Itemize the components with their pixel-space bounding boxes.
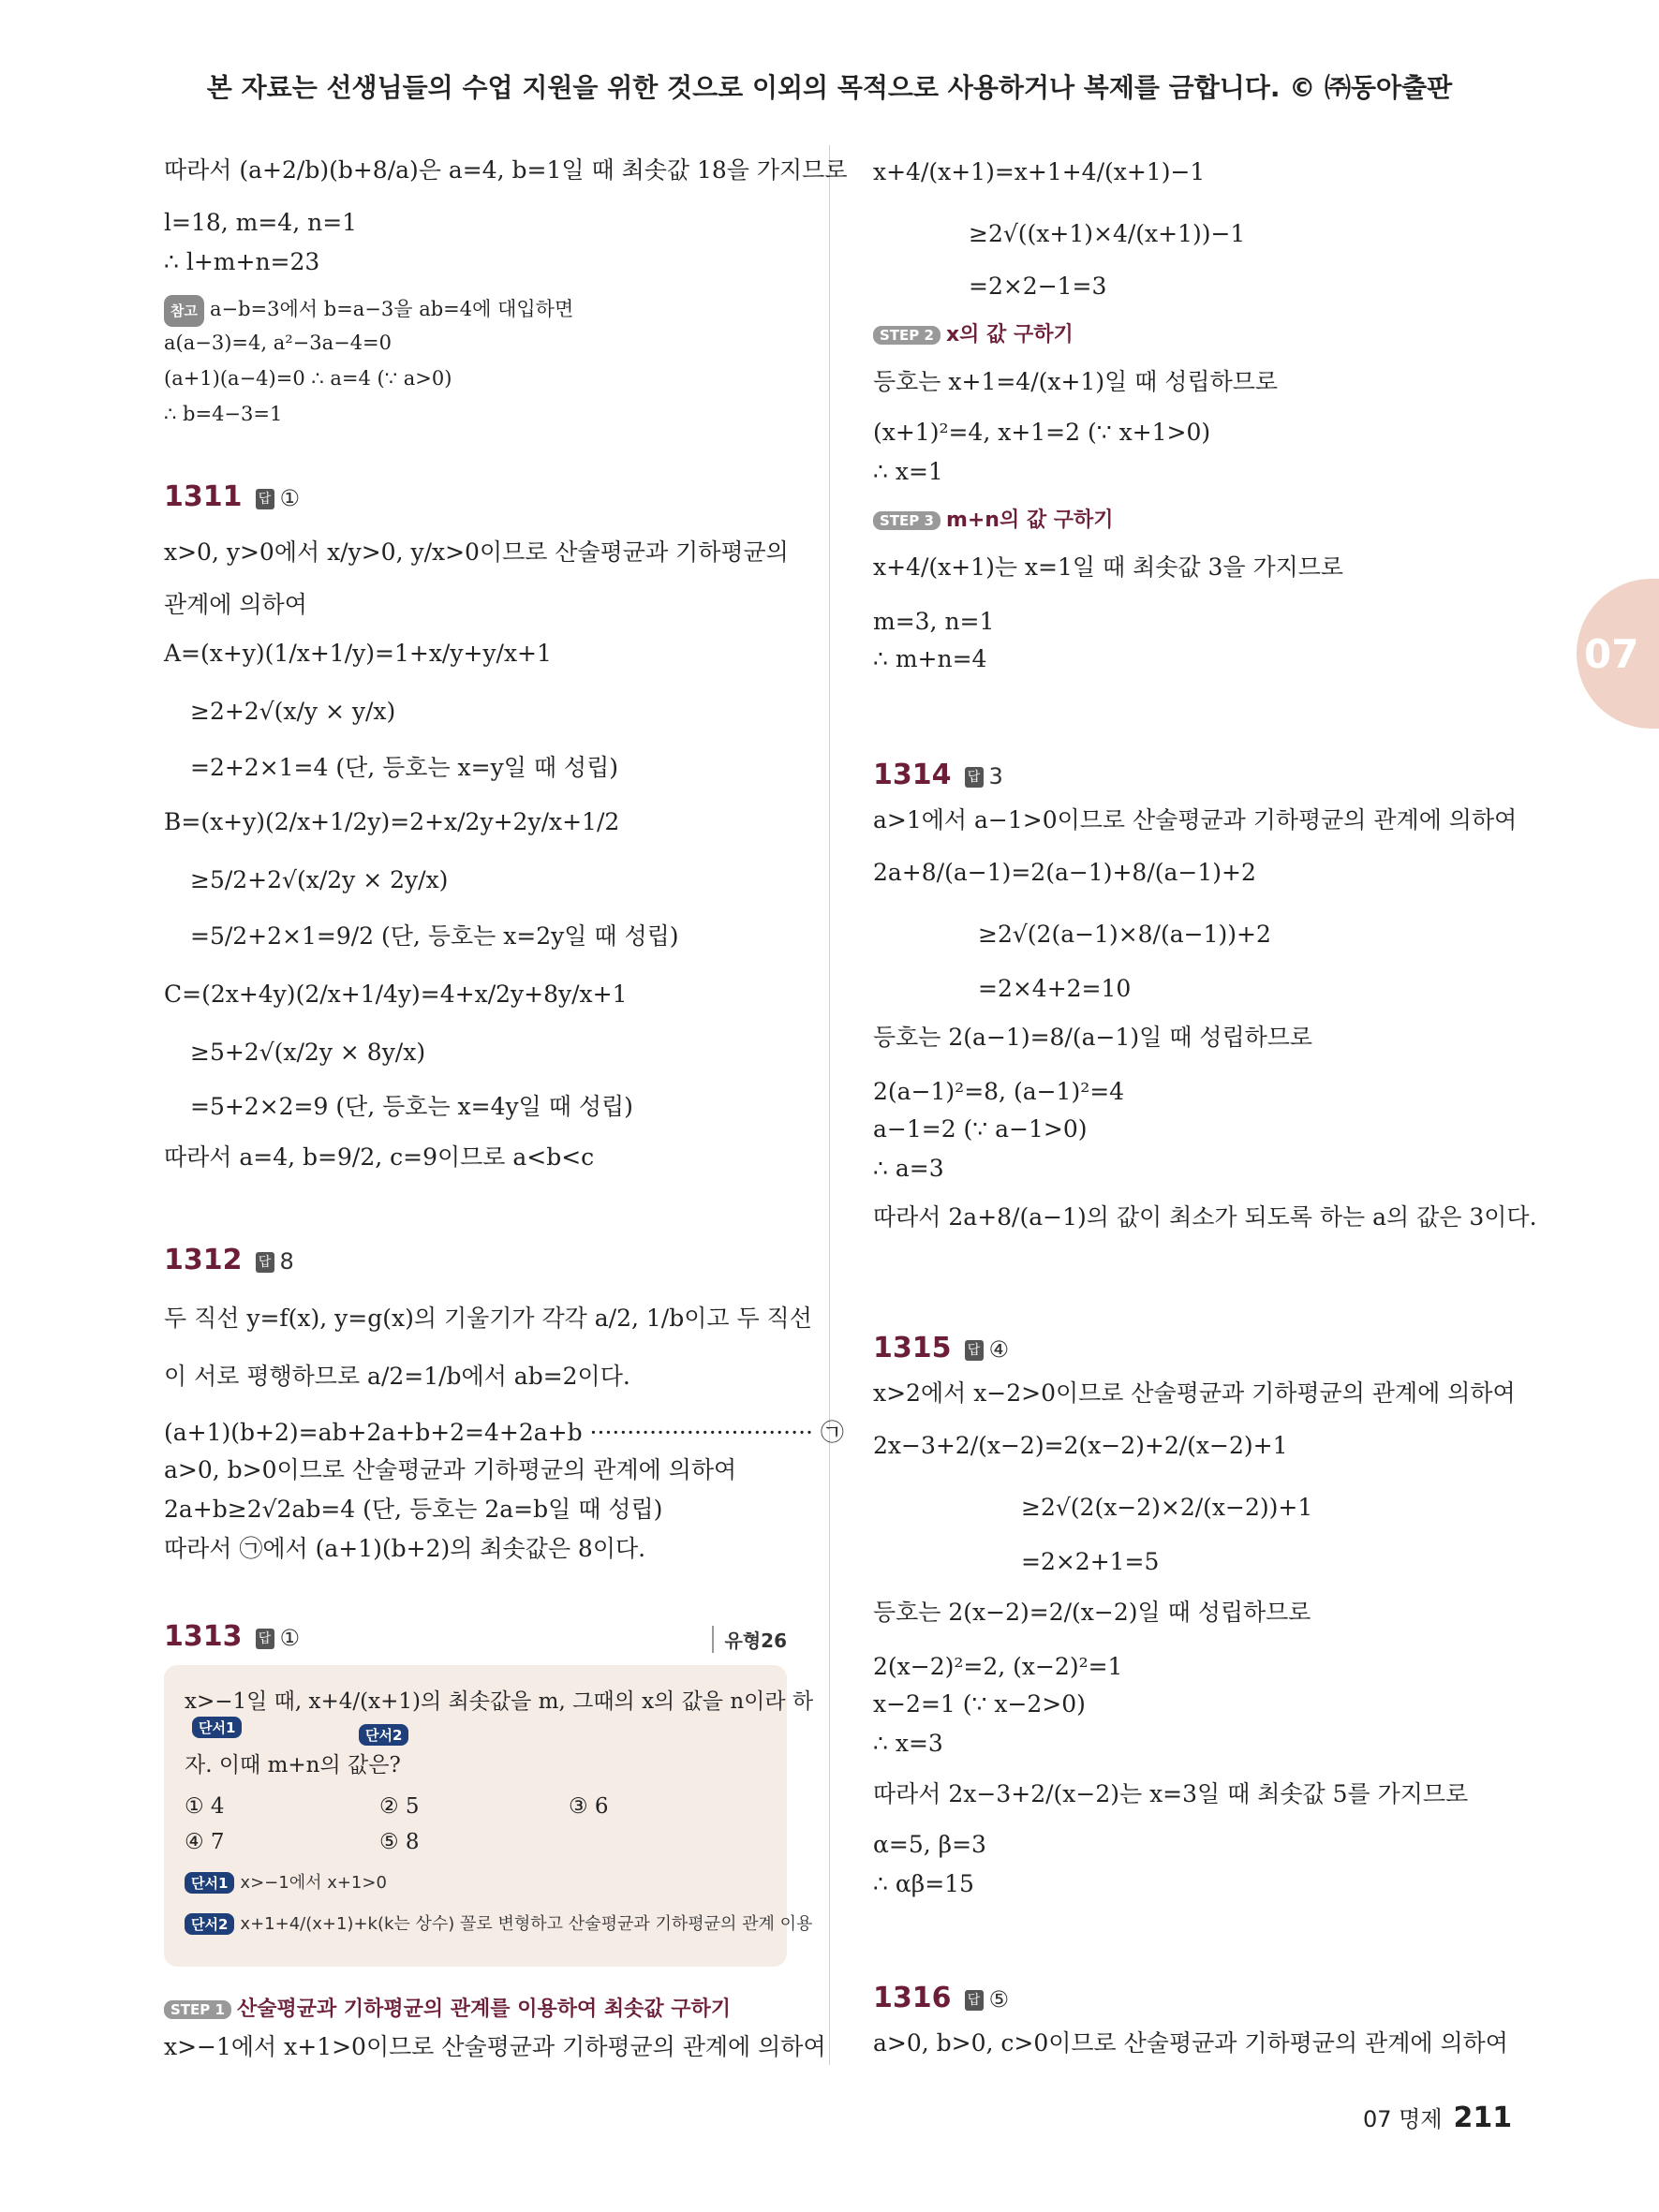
choice-5: ⑤ 8: [379, 1830, 420, 1854]
problem-number-1314: 1314 답 3: [873, 759, 1003, 791]
problem-text: x>−1일 때, x+4/(x+1)의 최솟값을 m, 그때의 x의 값을 n이라 하: [185, 1689, 814, 1714]
answer: ⑤: [988, 1986, 1010, 2013]
text-line: l=18, m=4, n=1: [164, 209, 358, 236]
text-line: x+4/(x+1)는 x=1일 때 최솟값 3을 가지므로: [873, 553, 1344, 581]
text-line: a>0, b>0이므로 산술평균과 기하평균의 관계에 의하여: [164, 1456, 737, 1483]
hint-2: 단서2 x+1+4/(x+1)+k(k는 상수) 꼴로 변형하고 산술평균과 기하평균의 관계 이용: [185, 1910, 812, 1935]
text-line: 등호는 2(x−2)=2/(x−2)일 때 성립하므로: [873, 1599, 1311, 1626]
step1-title: STEP 1 산술평균과 기하평균의 관계를 이용하여 최솟값 구하기: [164, 1993, 731, 2022]
math-line: 2(x−2)²=2, (x−2)²=1: [873, 1653, 1123, 1680]
problem-number-1313: 1313 답 ①: [164, 1620, 301, 1653]
text-line: a>1에서 a−1>0이므로 산술평균과 기하평균의 관계에 의하여: [873, 806, 1518, 833]
answer-icon: 답: [256, 1252, 274, 1273]
math-line: ≥2√(2(x−2)×2/(x−2))+1: [1021, 1494, 1313, 1521]
math-line: α=5, β=3: [873, 1831, 986, 1858]
text-line: a>0, b>0, c>0이므로 산술평균과 기하평균의 관계에 의하여: [873, 2029, 1508, 2057]
math-line: =2×2−1=3: [969, 273, 1107, 300]
text-line: 등호는 x+1=4/(x+1)일 때 성립하므로: [873, 368, 1279, 395]
math-line: x+4/(x+1)=x+1+4/(x+1)−1: [873, 158, 1206, 185]
math-line: =5+2×2=9 (단, 등호는 x=4y일 때 성립): [190, 1093, 633, 1120]
problem-box: [164, 1665, 814, 1967]
step3-title: STEP 3 m+n의 값 구하기: [873, 504, 1114, 533]
footer-chapter: 07 명제: [1363, 2106, 1443, 2132]
math-line: 2a+8/(a−1)=2(a−1)+8/(a−1)+2: [873, 859, 1256, 886]
page-footer: [1363, 2101, 1512, 2134]
note-line: [164, 294, 573, 327]
problem-type-tag: 유형26: [712, 1626, 787, 1653]
choice-3: ③ 6: [569, 1794, 609, 1819]
answer-icon: 답: [256, 489, 274, 509]
text-line: (a+1)(b+2)=ab+2a+b+2=4+2a+b ······························ ㉠: [164, 1419, 844, 1446]
choice-1: ① 4: [185, 1794, 225, 1819]
answer-icon: 답: [965, 1990, 984, 2011]
note-label: 참고: [164, 295, 204, 327]
math-line: =2×2+1=5: [1021, 1548, 1160, 1575]
step2-title: STEP 2 x의 값 구하기: [873, 318, 1074, 347]
answer: 8: [279, 1248, 294, 1275]
math-line: (x+1)²=4, x+1=2 (∵ x+1>0): [873, 419, 1211, 446]
clue-tag: 단서1: [192, 1714, 247, 1738]
math-line: ≥2+2√(x/y × y/x): [190, 698, 396, 725]
text-line: x>−1에서 x+1>0이므로 산술평균과 기하평균의 관계에 의하여: [164, 2033, 826, 2060]
answer-icon: 답: [256, 1629, 274, 1649]
note-text: a−b=3에서 b=a−3을 ab=4에 대입하면: [209, 298, 574, 320]
math-line: ∴ x=3: [873, 1730, 943, 1757]
text-line: 2a+b≥2√2ab=4 (단, 등호는 2a=b일 때 성립): [164, 1496, 663, 1523]
text-line: 따라서 a=4, b=9/2, c=9이므로 a<b<c: [164, 1143, 595, 1171]
hint-1: 단서1 x>−1에서 x+1>0: [185, 1869, 387, 1894]
note-line: ∴ b=4−3=1: [164, 403, 283, 425]
math-line: m=3, n=1: [873, 608, 995, 635]
problem-number-1315: 1315 답 ④: [873, 1332, 1010, 1364]
math-line: B=(x+y)(2/x+1/2y)=2+x/2y+2y/x+1/2: [164, 808, 620, 835]
math-line: =2×4+2=10: [978, 975, 1132, 1002]
text-line: 관계에 의하여: [164, 591, 307, 618]
answer: ①: [279, 1625, 301, 1651]
math-line: ∴ αβ=15: [873, 1870, 974, 1897]
math-line: ≥2√((x+1)×4/(x+1))−1: [969, 220, 1246, 247]
problem-number-1311: 1311 답 ①: [164, 480, 301, 513]
math-line: ≥2√(2(a−1)×8/(a−1))+2: [978, 921, 1271, 948]
math-line: 2(a−1)²=8, (a−1)²=4: [873, 1078, 1125, 1105]
answer: ④: [988, 1336, 1010, 1363]
math-line: ∴ m+n=4: [873, 645, 987, 672]
math-line: a−1=2 (∵ a−1>0): [873, 1115, 1088, 1143]
text-line: 두 직선 y=f(x), y=g(x)의 기울기가 각각 a/2, 1/b이고 두 직선: [164, 1305, 812, 1332]
problem-text: 자. 이때 m+n의 값은?: [185, 1753, 401, 1777]
answer: ①: [279, 485, 301, 511]
math-line: ∴ x=1: [873, 458, 943, 485]
math-line: ≥5+2√(x/2y × 8y/x): [190, 1039, 426, 1066]
math-line: ≥5/2+2√(x/2y × 2y/x): [190, 866, 449, 893]
text-line: 이 서로 평행하므로 a/2=1/b에서 ab=2이다.: [164, 1363, 630, 1390]
page-number: 211: [1453, 2101, 1513, 2134]
math-line: x−2=1 (∵ x−2>0): [873, 1690, 1086, 1718]
text-line: x>2에서 x−2>0이므로 산술평균과 기하평균의 관계에 의하여: [873, 1379, 1516, 1407]
chapter-tab: 07: [1577, 579, 1659, 729]
math-line: ∴ a=3: [873, 1155, 944, 1182]
text-line: ∴ l+m+n=23: [164, 248, 320, 275]
answer-icon: 답: [965, 1340, 984, 1361]
text-line: 따라서 (a+2/b)(b+8/a)은 a=4, b=1일 때 최솟값 18을 가지므로: [164, 156, 848, 184]
text-line: 따라서 2x−3+2/(x−2)는 x=3일 때 최솟값 5를 가지므로: [873, 1780, 1469, 1807]
problem-number-1316: 1316 답 ⑤: [873, 1982, 1010, 2014]
math-line: A=(x+y)(1/x+1/y)=1+x/y+y/x+1: [164, 640, 552, 667]
column-divider: [829, 145, 830, 2065]
note-line: a(a−3)=4, a²−3a−4=0: [164, 332, 393, 354]
copyright-header: 본 자료는 선생님들의 수업 지원을 위한 것으로 이외의 목적으로 사용하거나 복제를 금합니다. © ㈜동아출판: [206, 72, 1453, 103]
text-line: x>0, y>0에서 x/y>0, y/x>0이므로 산술평균과 기하평균의: [164, 538, 789, 566]
problem-number-1312: 1312 답 8: [164, 1244, 294, 1276]
answer: 3: [988, 763, 1003, 789]
choice-4: ④ 7: [185, 1830, 225, 1854]
answer-icon: 답: [965, 767, 984, 788]
math-line: 2x−3+2/(x−2)=2(x−2)+2/(x−2)+1: [873, 1432, 1288, 1459]
text-line: 따라서 2a+8/(a−1)의 값이 최소가 되도록 하는 a의 값은 3이다.: [873, 1203, 1537, 1231]
text-line: 따라서 ㉠에서 (a+1)(b+2)의 최솟값은 8이다.: [164, 1535, 646, 1562]
math-line: =5/2+2×1=9/2 (단, 등호는 x=2y일 때 성립): [190, 922, 679, 950]
text-line: 등호는 2(a−1)=8/(a−1)일 때 성립하므로: [873, 1024, 1313, 1051]
math-line: C=(2x+4y)(2/x+1/4y)=4+x/2y+8y/x+1: [164, 981, 628, 1008]
clue-tag: 단서2: [359, 1721, 414, 1746]
math-line: =2+2×1=4 (단, 등호는 x=y일 때 성립): [190, 754, 618, 781]
note-line: (a+1)(a−4)=0 ∴ a=4 (∵ a>0): [164, 367, 452, 390]
choice-2: ② 5: [379, 1794, 420, 1819]
